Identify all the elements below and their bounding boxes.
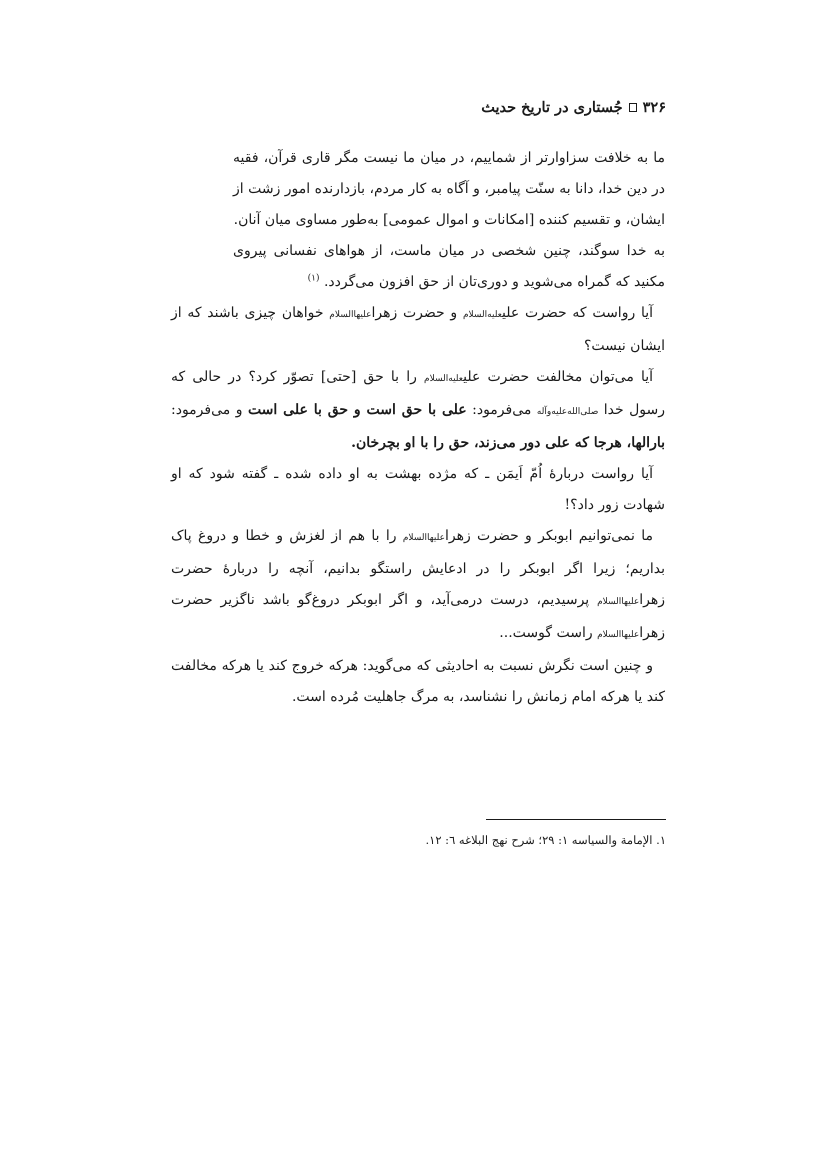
footnote-separator — [486, 819, 666, 820]
honorific-glyph: عليه‌السلام — [424, 374, 464, 384]
bold-hadith-2: بارالها، هرجا که علی دور می‌زند، حق را با او بچرخان. — [351, 435, 665, 451]
square-bullet-icon — [629, 103, 637, 112]
honorific-glyph: صلی‌الله‌عليه‌وآله — [536, 407, 599, 417]
honorific-glyph: عليه‌السلام — [462, 310, 503, 320]
running-header — [481, 99, 666, 116]
paragraph-6: ما نمی‌توانیم ابوبکر و حضرت زهراعليهاالسلام را با هم از لغزش و خطا و دروغ پاک بداریم؛ زیرا اگر ابوبکر را در ادعایش راستگو بدانیم، آنچه را دربارهٔ حضرت زهراعليهاالسلام پرسیدیم، درست درمی‌آید، و اگر ابوبکر دروغ‌گو باشد ناگزیر حضرت زهراعليهاالسلام راست گوست... — [171, 528, 665, 641]
quote-paragraph-1: ما به خلافت سزاوارتر از شماییم، در میان ما نیست مگر قاری قرآن، فقیه در دین خدا، دانا به سنّت پیامبر، و آگاه به کار مردم، بازدارنده امور زشت از ایشان، و تقسیم کننده [امکانات و اموال عمومی] به‌طور مساوی میان آنان. — [232, 150, 665, 228]
book-title: جُستاری در تاریخ حدیث — [481, 99, 623, 116]
paragraph-7: و چنین است نگرش نسبت به احادیثی که می‌گوید: هرکه خروج کند یا هرکه مخالفت کند یا هرکه امام زمانش را نشناسد، به مرگ جاهلیت مُرده است. — [171, 658, 665, 705]
paragraph-3: آیا رواست که حضرت علیعليه‌السلام و حضرت زهراعليهاالسلام خواهان چیزی باشند که از ایشان نیست؟ — [171, 305, 665, 354]
page-number: ۳۲۶ — [642, 99, 666, 116]
footnote: ۱. الإمامة والسیاسه ۱: ۲۹؛ شرح نهج البلاغه ٦: ۱۲. — [425, 833, 666, 847]
honorific-glyph: عليهاالسلام — [402, 533, 445, 543]
footnote-reference: (۱) — [307, 273, 320, 284]
honorific-glyph: عليهاالسلام — [597, 597, 640, 607]
body-text — [171, 143, 665, 713]
paragraph-4: آیا می‌توان مخالفت حضرت علیعليه‌السلام را با حق [حتی] تصوّر کرد؟ در حالی که رسول خدا صلی‌الله‌عليه‌وآله می‌فرمود: علی با حق است و حق با علی است و می‌فرمود: بارالها، هرجا که علی دور می‌زند، حق را با او بچرخان. — [171, 369, 666, 451]
paragraph-5: آیا رواست دربارهٔ اُمّ اَیمَن ـ که مژده بهشت به او داده شده ـ گفته شود که او شهادت زور داد؟! — [171, 466, 665, 513]
honorific-glyph: عليهاالسلام — [329, 310, 372, 320]
honorific-glyph: عليهاالسلام — [597, 630, 640, 640]
quote-paragraph-2: به خدا سوگند، چنین شخصی در میان ماست، از هواهای نفسانی پیروی مکنید که گمراه می‌شوید و دوری‌تان از حق افزون می‌گردد. $^{(۱)}$ — [233, 243, 665, 290]
bold-hadith-1: علی با حق است و حق با علی است — [247, 402, 467, 418]
